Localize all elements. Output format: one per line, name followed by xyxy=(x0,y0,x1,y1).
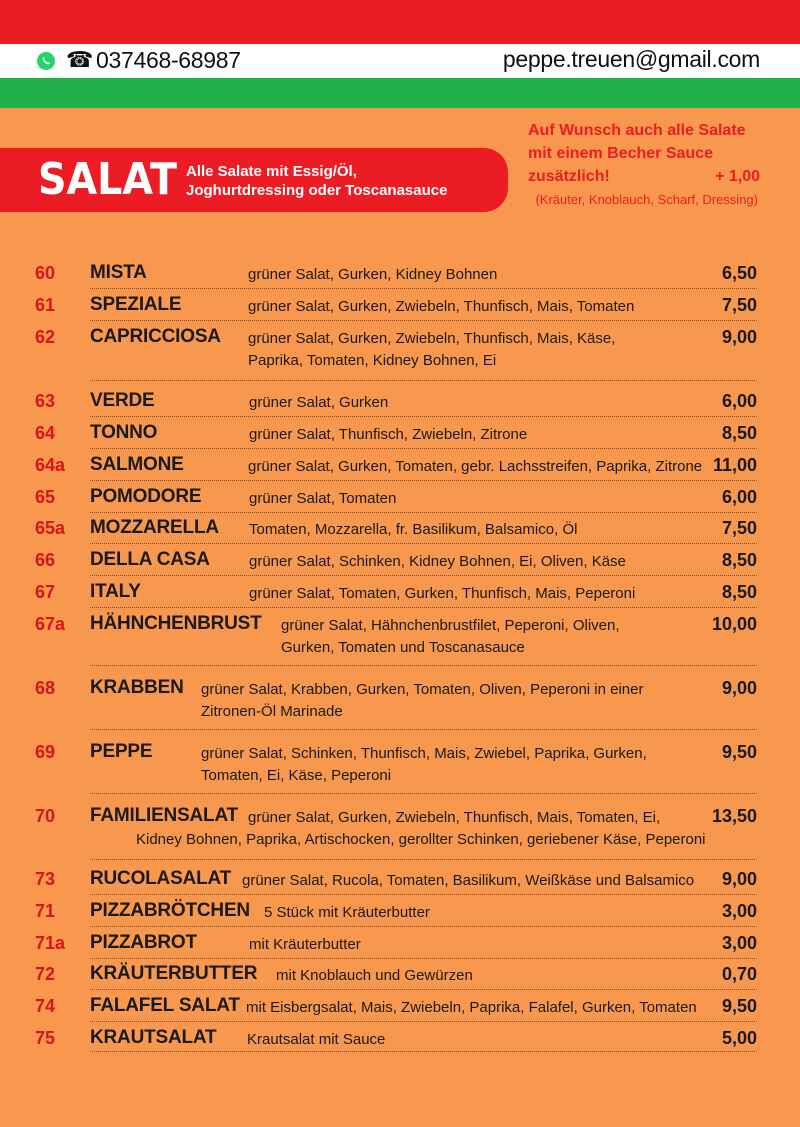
menu-item-price: 13,50 xyxy=(711,806,757,826)
menu-item-name: MOZZARELLA xyxy=(90,517,219,538)
menu-item-number: 66 xyxy=(35,550,56,570)
menu-item xyxy=(35,676,757,730)
menu-item-number: 72 xyxy=(35,964,56,984)
menu-item-description-line: grüner Salat, Hähnchenbrustfilet, Peperoni, Oliven, xyxy=(281,617,620,634)
menu-item xyxy=(35,804,757,860)
menu-item-description xyxy=(281,615,620,659)
menu-item-number: 67a xyxy=(35,614,66,634)
menu-item-description-line: grüner Salat, Krabben, Gurken, Tomaten, Oliven, Peperoni in einer xyxy=(201,681,644,698)
menu-item-price: 7,50 xyxy=(721,295,757,315)
menu-item-description-line: grüner Salat, Thunfisch, Zwiebeln, Zitrone xyxy=(249,426,528,443)
menu-item-number: 61 xyxy=(35,295,56,315)
menu-item-name: TONNO xyxy=(90,422,158,443)
menu-item-number: 74 xyxy=(35,996,56,1016)
flag-stripe-green xyxy=(0,78,800,108)
menu-item-number: 69 xyxy=(35,742,56,762)
sauce-extra-price: + 1,00 xyxy=(715,168,760,185)
menu-item xyxy=(35,516,757,544)
subtitle-line-1: Alle Salate mit Essig/Öl, xyxy=(186,163,357,180)
menu-item-price: 3,00 xyxy=(721,901,757,921)
menu-item-name: PIZZABROT xyxy=(90,932,197,953)
menu-item-description-line: grüner Salat, Gurken, Zwiebeln, Thunfisch, Mais, Tomaten, Ei, xyxy=(248,809,661,826)
phone-number[interactable]: 037468-68987 xyxy=(96,47,241,73)
menu-item-description xyxy=(276,965,473,987)
menu-item-description-line: grüner Salat, Gurken, Zwiebeln, Thunfisch, Mais, Tomaten xyxy=(248,298,635,315)
menu-item-name: SPEZIALE xyxy=(90,294,182,315)
menu-item-description xyxy=(249,424,527,446)
menu-item-price: 6,50 xyxy=(721,263,757,283)
menu-item-description xyxy=(248,456,702,478)
menu-item-number: 68 xyxy=(35,678,56,698)
flag-stripe-red xyxy=(0,0,800,44)
menu-item-number: 65a xyxy=(35,518,66,538)
menu-item-price: 9,00 xyxy=(721,327,757,347)
menu-item-name: VERDE xyxy=(90,390,155,411)
menu-item-name: DELLA CASA xyxy=(90,549,210,570)
section-title: SALAT xyxy=(38,154,177,205)
menu-item-number: 73 xyxy=(35,869,56,889)
sauce-offer xyxy=(528,119,760,188)
menu-item-name: FAMILIENSALAT xyxy=(90,805,238,826)
menu-item-description xyxy=(248,264,497,286)
menu-item-name: KRAUTSALAT xyxy=(90,1027,217,1048)
menu-item-name: ITALY xyxy=(90,581,141,602)
menu-item-description-line: Zitronen-Öl Marinade xyxy=(201,703,343,720)
menu-item xyxy=(35,580,757,608)
menu-item-description xyxy=(249,519,577,541)
menu-item xyxy=(35,389,757,417)
menu-item-description-line: mit Eisbergsalat, Mais, Zwiebeln, Paprika, Falafel, Gurken, Tomaten xyxy=(246,999,697,1016)
menu-item xyxy=(35,931,757,959)
menu-item-description-line: Krautsalat mit Sauce xyxy=(247,1031,386,1048)
sauce-offer-line-3: zusätzlich! xyxy=(528,168,610,185)
menu-item-description xyxy=(247,1029,385,1051)
menu-item xyxy=(35,962,757,990)
menu-item-price: 9,50 xyxy=(721,996,757,1016)
menu-item-description-line: grüner Salat, Rucola, Tomaten, Basilikum, Weißkäse und Balsamico xyxy=(242,872,695,889)
whatsapp-icon xyxy=(36,51,56,71)
menu-item xyxy=(35,453,757,481)
menu-item xyxy=(35,485,757,513)
menu-item-description-line: Kidney Bohnen, Paprika, Artischocken, gerollter Schinken, geriebener Käse, Peperoni xyxy=(136,831,706,848)
menu-item xyxy=(35,293,757,321)
menu-item-number: 71a xyxy=(35,933,66,953)
menu-item-price: 9,00 xyxy=(721,678,757,698)
menu-item-price: 6,00 xyxy=(721,391,757,411)
menu-item-description-line: grüner Salat, Schinken, Thunfisch, Mais, Zwiebel, Paprika, Gurken, xyxy=(201,745,647,762)
menu-item-price: 3,00 xyxy=(721,933,757,953)
menu-item-description-line: grüner Salat, Tomaten xyxy=(249,490,397,507)
menu-item-number: 65 xyxy=(35,487,56,507)
menu-item-number: 64a xyxy=(35,455,66,475)
sauce-offer-line-1: Auf Wunsch auch alle Salate xyxy=(528,122,746,139)
menu-item-number: 64 xyxy=(35,423,56,443)
menu-item-name: KRABBEN xyxy=(90,677,184,698)
menu-item-description xyxy=(242,870,694,892)
section-subtitle xyxy=(186,162,486,200)
menu-item-description-line: grüner Salat, Tomaten, Gurken, Thunfisch, Mais, Peperoni xyxy=(249,585,636,602)
menu-item xyxy=(35,421,757,449)
menu-item-description-line: Tomaten, Ei, Käse, Peperoni xyxy=(201,767,392,784)
menu-item-number: 75 xyxy=(35,1028,56,1048)
menu-item-number: 60 xyxy=(35,263,56,283)
menu-item-description-line: 5 Stück mit Kräuterbutter xyxy=(264,904,430,921)
menu-item xyxy=(35,325,757,381)
menu-item-description xyxy=(249,551,626,573)
telephone-icon: ☎ xyxy=(66,47,94,72)
menu-item xyxy=(35,994,757,1022)
menu-item-name: PEPPE xyxy=(90,741,153,762)
menu-item-name: PIZZABRÖTCHEN xyxy=(90,900,250,921)
menu-item-number: 67 xyxy=(35,582,56,602)
menu-item xyxy=(35,899,757,927)
menu-item-price: 8,50 xyxy=(721,582,757,602)
sauce-offer-line-2: mit einem Becher Sauce xyxy=(528,145,713,162)
menu-item-description xyxy=(249,488,396,510)
menu-item xyxy=(35,1026,757,1052)
menu-item-name: POMODORE xyxy=(90,486,202,507)
menu-item xyxy=(35,548,757,576)
menu-item-price: 11,00 xyxy=(712,455,757,475)
menu-item-price: 9,00 xyxy=(721,869,757,889)
menu-item-number: 63 xyxy=(35,391,56,411)
subtitle-line-2: Joghurtdressing oder Toscanasauce xyxy=(186,182,448,199)
menu-item-price: 10,00 xyxy=(711,614,757,634)
menu-item-number: 62 xyxy=(35,327,56,347)
menu-item-description-line: Paprika, Tomaten, Kidney Bohnen, Ei xyxy=(248,352,497,369)
menu-item-name: FALAFEL SALAT xyxy=(90,995,240,1016)
menu-item xyxy=(35,612,757,666)
menu-item xyxy=(35,261,757,289)
menu-item-name: CAPRICCIOSA xyxy=(90,326,221,347)
menu-item-description-line: grüner Salat, Gurken xyxy=(249,394,389,411)
menu-item-name: KRÄUTERBUTTER xyxy=(90,963,258,984)
menu-item-description xyxy=(249,934,361,956)
menu-item-name: RUCOLASALAT xyxy=(90,868,231,889)
menu-item-description xyxy=(201,679,643,723)
menu-item-price: 9,50 xyxy=(721,742,757,762)
menu-item-description-line: mit Kräuterbutter xyxy=(249,936,361,953)
menu-item xyxy=(35,740,757,794)
menu-item-price: 7,50 xyxy=(721,518,757,538)
menu-item-name: HÄHNCHENBRUST xyxy=(90,613,262,634)
menu-item-description xyxy=(264,902,430,924)
menu-item-description-line: grüner Salat, Schinken, Kidney Bohnen, Ei, Oliven, Käse xyxy=(249,553,626,570)
menu-item-price: 8,50 xyxy=(721,550,757,570)
menu-item-description xyxy=(248,296,634,318)
menu-item-name: MISTA xyxy=(90,262,147,283)
menu-item-price: 5,00 xyxy=(721,1028,757,1048)
menu-item-description-line: Tomaten, Mozzarella, fr. Basilikum, Balsamico, Öl xyxy=(249,521,578,538)
menu-item-description-line: grüner Salat, Gurken, Tomaten, gebr. Lachsstreifen, Paprika, Zitrone xyxy=(248,458,703,475)
menu-item-description-line: mit Knoblauch und Gewürzen xyxy=(276,967,473,984)
menu-item-description-line: Gurken, Tomaten und Toscanasauce xyxy=(281,639,525,656)
menu-item-price: 8,50 xyxy=(721,423,757,443)
menu-item-description xyxy=(249,392,388,414)
menu-item-description-line: grüner Salat, Gurken, Kidney Bohnen xyxy=(248,266,498,283)
menu-item-price: 6,00 xyxy=(721,487,757,507)
menu-item-number: 71 xyxy=(35,901,56,921)
menu-item-description xyxy=(249,583,635,605)
menu-item-description xyxy=(246,997,697,1019)
email-address[interactable]: peppe.treuen@gmail.com xyxy=(502,46,760,72)
menu-item-description-line: grüner Salat, Gurken, Zwiebeln, Thunfisch, Mais, Käse, xyxy=(248,330,616,347)
menu-item-number: 70 xyxy=(35,806,56,826)
menu-item-name: SALMONE xyxy=(90,454,184,475)
menu-item xyxy=(35,867,757,895)
menu-item-price: 0,70 xyxy=(721,964,757,984)
menu-item-description xyxy=(248,328,615,372)
sauce-options-note: (Kräuter, Knoblauch, Scharf, Dressing) xyxy=(535,192,758,207)
menu-item-description xyxy=(201,743,647,787)
